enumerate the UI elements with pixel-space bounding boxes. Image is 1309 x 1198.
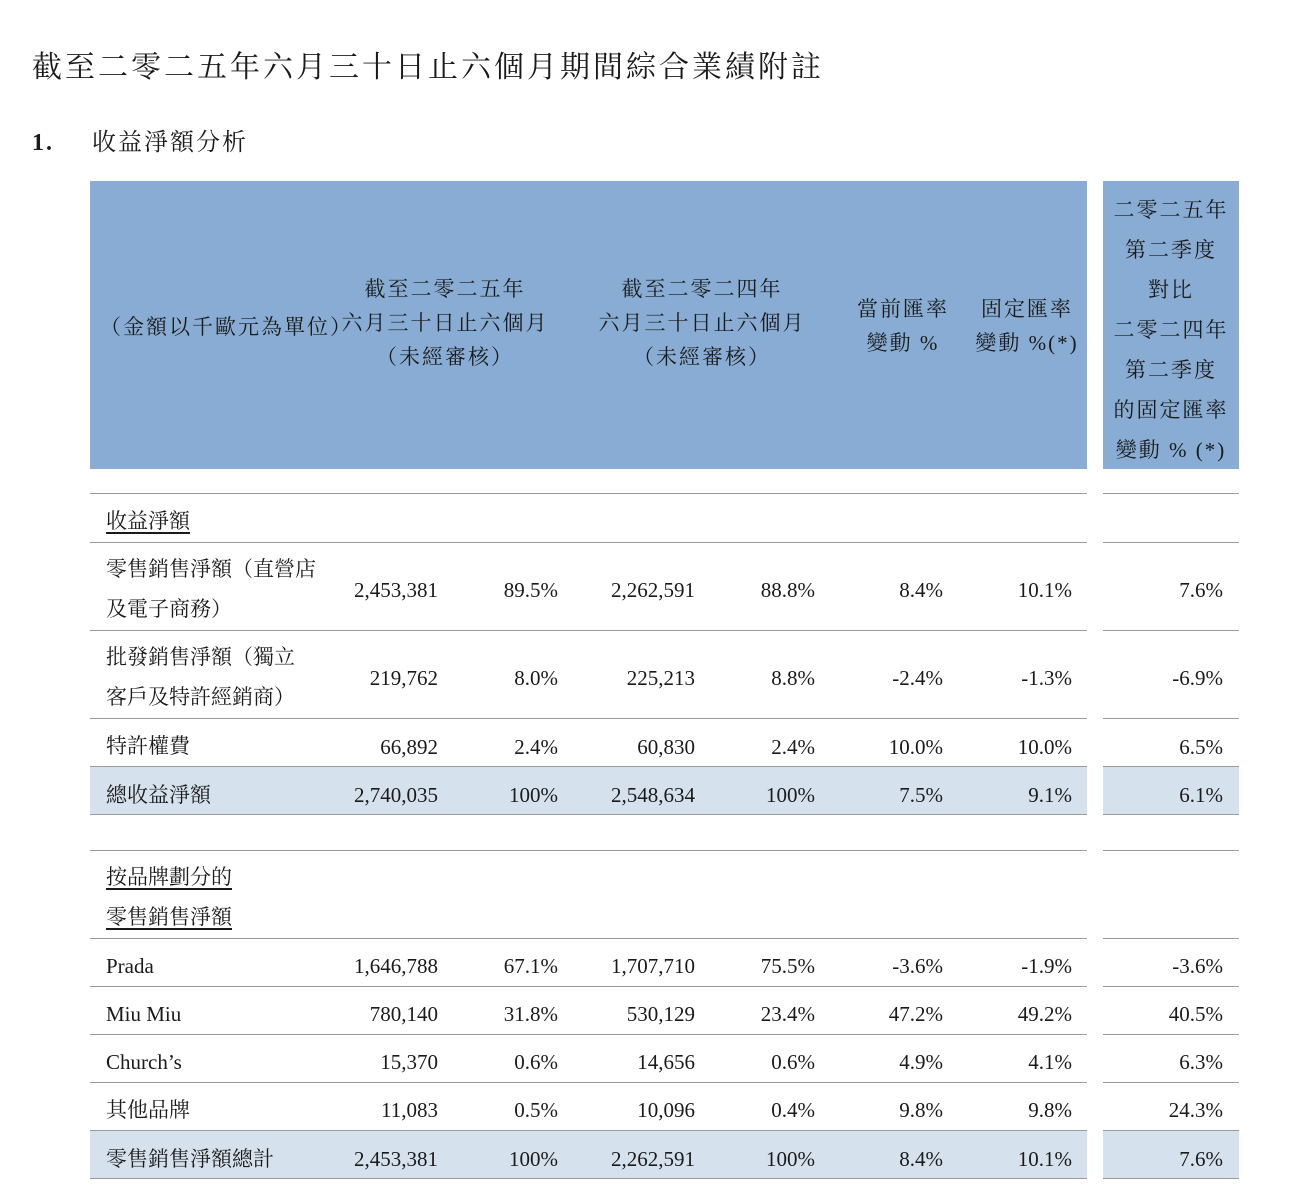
row-label: 批發銷售淨額（獨立: [106, 645, 295, 669]
rule-line: [1103, 1034, 1239, 1035]
current-fx-change: -2.4%: [892, 666, 943, 690]
rule-line: [1103, 986, 1239, 987]
rule-line: [90, 718, 1087, 719]
rule-line: [1103, 814, 1239, 815]
row-label: 特許權費: [106, 734, 190, 758]
constant-fx-change: 10.1%: [1017, 1147, 1072, 1171]
row-label: 其他品牌: [106, 1098, 190, 1122]
pct-2024: 75.5%: [760, 954, 815, 978]
current-fx-change: 8.4%: [899, 578, 943, 602]
row-label: Prada: [106, 954, 154, 978]
value-2025: 1,646,788: [354, 954, 438, 978]
rule-line: [1103, 1082, 1239, 1083]
value-2025: 219,762: [369, 666, 438, 690]
pct-2025: 2.4%: [514, 735, 558, 759]
pct-2024: 0.6%: [771, 1050, 815, 1074]
rule-line: [1103, 1130, 1239, 1131]
rule-line: [1103, 850, 1239, 851]
rule-line: [1103, 1178, 1239, 1179]
constant-fx-change: 9.8%: [1028, 1098, 1072, 1122]
pct-2024: 100%: [766, 1147, 815, 1171]
value-2025: 11,083: [381, 1098, 438, 1122]
q2-constant-fx-change: 40.5%: [1168, 1002, 1223, 1026]
pct-2025: 8.0%: [514, 666, 558, 690]
rule-line: [90, 766, 1087, 767]
constant-fx-change: -1.3%: [1021, 666, 1072, 690]
constant-fx-change: -1.9%: [1021, 954, 1072, 978]
value-2024: 225,213: [626, 666, 695, 690]
rule-line: [1103, 542, 1239, 543]
value-2024: 530,129: [626, 1002, 695, 1026]
current-fx-change: -3.6%: [892, 954, 943, 978]
constant-fx-change: 10.1%: [1017, 578, 1072, 602]
pct-2025: 31.8%: [503, 1002, 558, 1026]
value-2025: 66,892: [380, 735, 438, 759]
total-row-label: 零售銷售淨額總計: [106, 1147, 274, 1171]
group-heading-brand-2: 零售銷售淨額: [106, 905, 232, 929]
rule-line: [90, 1034, 1087, 1035]
value-2025: 15,370: [380, 1050, 438, 1074]
rule-line: [90, 986, 1087, 987]
pct-2025: 0.6%: [514, 1050, 558, 1074]
pct-2024: 8.8%: [771, 666, 815, 690]
pct-2025: 89.5%: [503, 578, 558, 602]
section-number: 1.: [32, 130, 54, 156]
pct-2024: 23.4%: [760, 1002, 815, 1026]
current-fx-change: 47.2%: [888, 1002, 943, 1026]
rule-line: [90, 850, 1087, 851]
rule-line: [1103, 938, 1239, 939]
current-fx-change: 4.9%: [899, 1050, 943, 1074]
row-label: Miu Miu: [106, 1002, 182, 1026]
value-2025: 2,453,381: [354, 578, 438, 602]
current-fx-change: 8.4%: [899, 1147, 943, 1171]
header-unit: （金額以千歐元為單位）: [100, 315, 353, 339]
value-2024: 2,262,591: [611, 1147, 695, 1171]
q2-constant-fx-change: 6.1%: [1179, 783, 1223, 807]
current-fx-change: 10.0%: [888, 735, 943, 759]
section-title: 收益淨額分析: [92, 130, 248, 156]
header-2024: 截至二零二四年 六月三十日止六個月 （未經審核）: [598, 277, 806, 369]
header-constant-fx: 固定匯率 變動 %(*): [975, 297, 1079, 355]
rule-line: [90, 493, 1087, 494]
pct-2025: 100%: [509, 1147, 558, 1171]
rule-line: [1103, 718, 1239, 719]
rule-line: [1103, 630, 1239, 631]
group-heading-brand: 按品牌劃分的: [106, 865, 232, 889]
q2-constant-fx-change: 7.6%: [1179, 1147, 1223, 1171]
constant-fx-change: 4.1%: [1028, 1050, 1072, 1074]
q2-constant-fx-change: 6.3%: [1179, 1050, 1223, 1074]
current-fx-change: 7.5%: [899, 783, 943, 807]
rule-line: [90, 630, 1087, 631]
value-2025: 2,453,381: [354, 1147, 438, 1171]
value-2024: 2,548,634: [611, 783, 695, 807]
rule-line: [1103, 493, 1239, 494]
constant-fx-change: 10.0%: [1017, 735, 1072, 759]
section-heading: [32, 122, 248, 157]
rule-line: [90, 1082, 1087, 1083]
group-heading-revenue: 收益淨額: [106, 509, 190, 533]
value-2025: 780,140: [369, 1002, 438, 1026]
constant-fx-change: 49.2%: [1017, 1002, 1072, 1026]
value-2024: 60,830: [637, 735, 695, 759]
rule-line: [1103, 766, 1239, 767]
header-2025: 截至二零二五年 六月三十日止六個月 （未經審核）: [341, 277, 549, 369]
rule-line: [90, 1178, 1087, 1179]
pct-2025: 0.5%: [514, 1098, 558, 1122]
q2-constant-fx-change: 24.3%: [1168, 1098, 1223, 1122]
pct-2025: 100%: [509, 783, 558, 807]
pct-2024: 2.4%: [771, 735, 815, 759]
value-2025: 2,740,035: [354, 783, 438, 807]
row-label: 零售銷售淨額（直營店: [106, 557, 316, 581]
constant-fx-change: 9.1%: [1028, 783, 1072, 807]
rule-line: [90, 814, 1087, 815]
total-row-label: 總收益淨額: [106, 783, 211, 807]
rule-line: [90, 938, 1087, 939]
pct-2024: 100%: [766, 783, 815, 807]
value-2024: 2,262,591: [611, 578, 695, 602]
rule-line: [90, 542, 1087, 543]
q2-constant-fx-change: -6.9%: [1172, 666, 1223, 690]
value-2024: 14,656: [637, 1050, 695, 1074]
rule-line: [90, 1130, 1087, 1131]
header-current-fx: 當前匯率 變動 %: [857, 297, 949, 355]
pct-2024: 88.8%: [760, 578, 815, 602]
q2-constant-fx-change: 6.5%: [1179, 735, 1223, 759]
pct-2025: 67.1%: [503, 954, 558, 978]
header-q2-constant-fx: 二零二五年 第二季度 對比 二零二四年 第二季度 的固定匯率 變動 % (*): [1113, 198, 1229, 462]
q2-constant-fx-change: -3.6%: [1172, 954, 1223, 978]
value-2024: 10,096: [637, 1098, 695, 1122]
row-label: 及電子商務）: [106, 597, 232, 621]
row-label: Church’s: [106, 1050, 182, 1074]
pct-2024: 0.4%: [771, 1098, 815, 1122]
value-2024: 1,707,710: [611, 954, 695, 978]
q2-constant-fx-change: 7.6%: [1179, 578, 1223, 602]
row-label: 客戶及特許經銷商）: [106, 685, 295, 709]
current-fx-change: 9.8%: [899, 1098, 943, 1122]
page-title: 截至二零二五年六月三十日止六個月期間綜合業績附註: [32, 51, 824, 84]
